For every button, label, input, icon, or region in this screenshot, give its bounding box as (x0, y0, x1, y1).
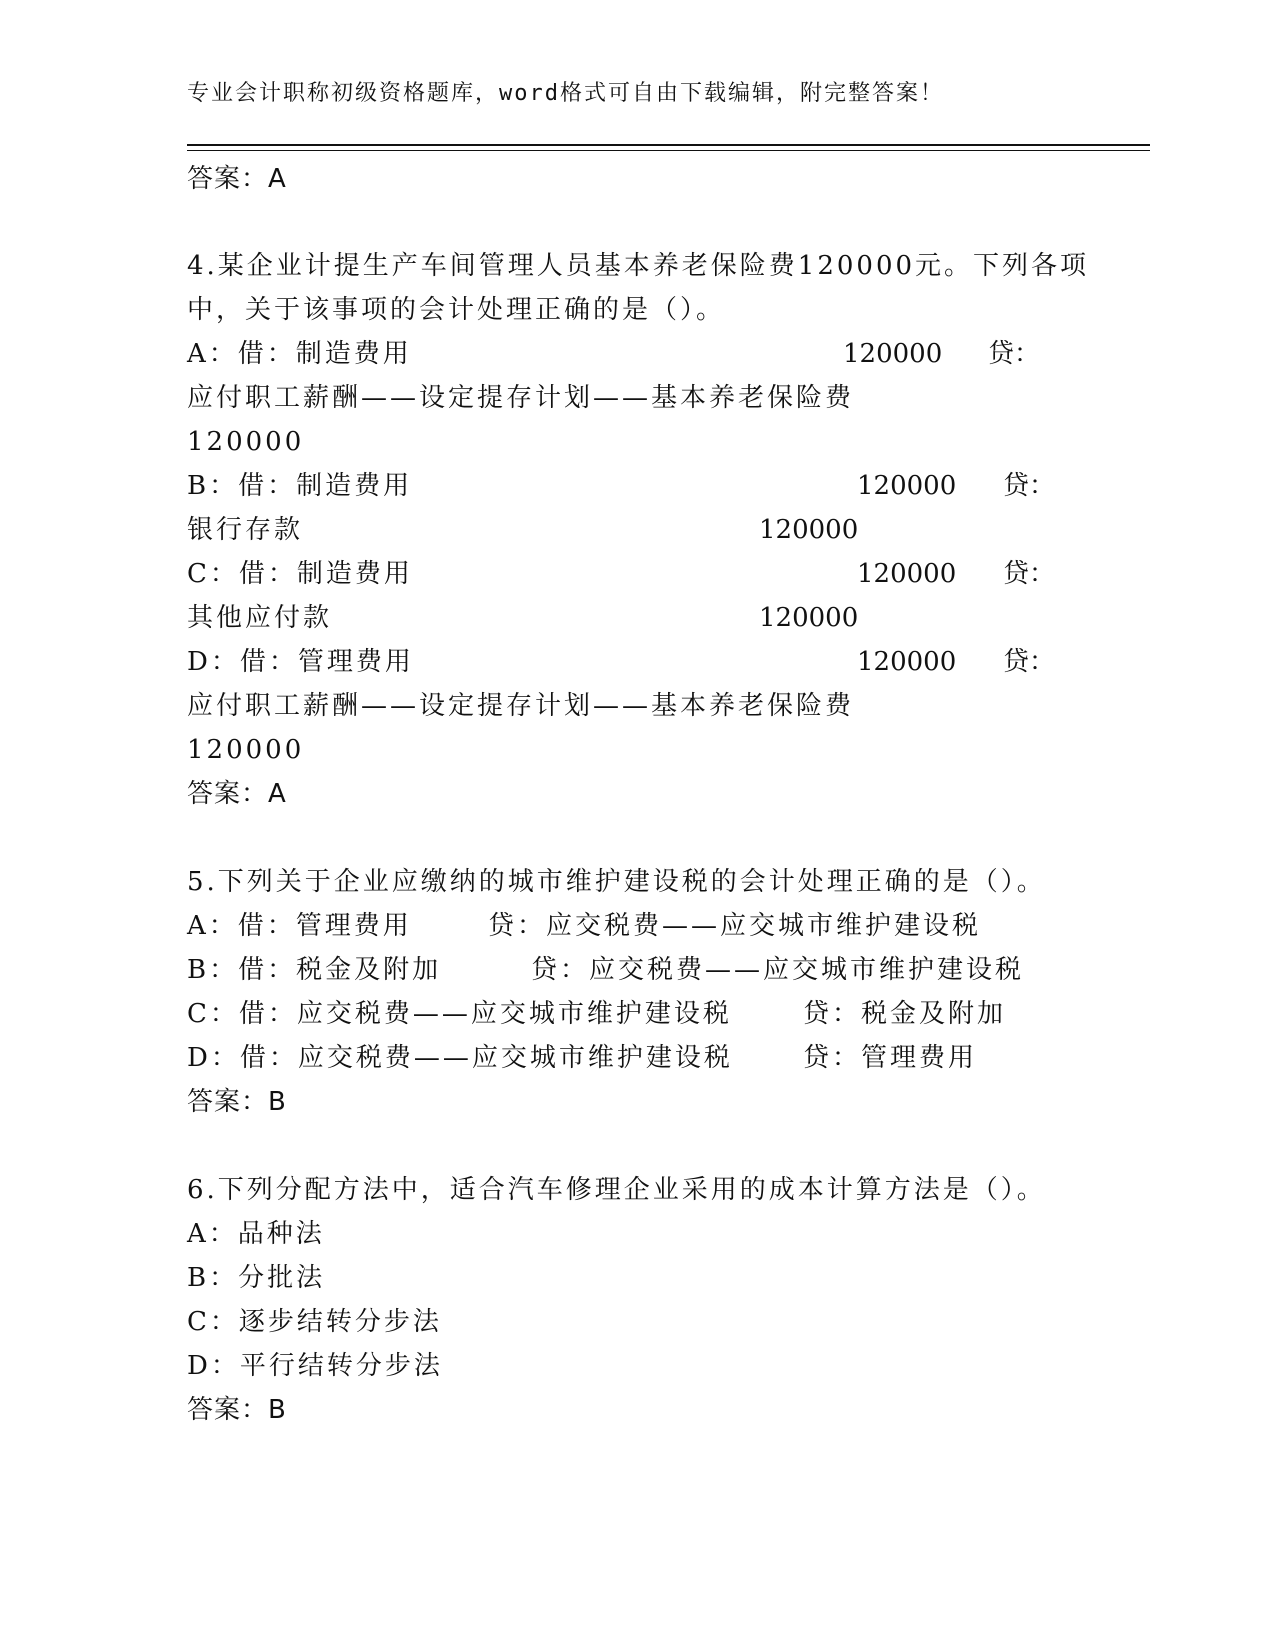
q4-option-a-debit: A：借：制造费用 (187, 339, 412, 369)
q6-option-b: B：分批法 (187, 1263, 326, 1293)
q4-option-b-credit: 贷： (1003, 471, 1056, 501)
answer-q5: 答案：B (187, 1087, 287, 1117)
q5-option-b-credit: 贷：应交税费——应交城市维护建设税 (531, 955, 1025, 985)
q4-option-b-amount: 120000 (857, 471, 957, 501)
q4-option-d-credit-amount: 120000 (187, 735, 305, 765)
q4-option-a-amount: 120000 (843, 339, 943, 369)
q4-option-a-credit: 贷： (988, 339, 1041, 369)
q5-option-b: B：借：税金及附加 (187, 955, 442, 985)
q6-option-a: A：品种法 (187, 1219, 325, 1249)
q4-option-a-credit-account: 应付职工薪酬——设定提存计划——基本养老保险费 (187, 383, 855, 413)
q4-option-b-debit: B：借：制造费用 (187, 471, 413, 501)
q4-stem-line1: 4.某企业计提生产车间管理人员基本养老保险费120000元。下列各项 (187, 251, 1090, 281)
q5-option-d: D：借：应交税费——应交城市维护建设税 (187, 1043, 733, 1073)
q4-stem-line2: 中，关于该事项的会计处理正确的是（）。 (187, 295, 726, 325)
q5-option-d-credit: 贷：管理费用 (803, 1043, 978, 1073)
q4-option-c-credit-account: 其他应付款 (187, 603, 333, 633)
answer-q6: 答案：B (187, 1395, 287, 1425)
header-divider (187, 144, 1150, 146)
q4-option-b-credit-amount: 120000 (759, 515, 859, 545)
q4-option-c-credit: 贷： (1003, 559, 1056, 589)
q5-option-a-credit: 贷：应交税费——应交城市维护建设税 (488, 911, 982, 941)
q4-option-d-credit-account: 应付职工薪酬——设定提存计划——基本养老保险费 (187, 691, 855, 721)
answer-q4: 答案：A (187, 779, 287, 809)
q4-option-a-credit-amount: 120000 (187, 427, 305, 457)
q4-option-c-debit: C：借：制造费用 (187, 559, 413, 589)
q4-option-c-amount: 120000 (857, 559, 957, 589)
q6-option-c: C：逐步结转分步法 (187, 1307, 442, 1337)
header-divider-thin (187, 150, 1150, 151)
q5-option-c: C：借：应交税费——应交城市维护建设税 (187, 999, 732, 1029)
page-header: 专业会计职称初级资格题库，word格式可自由下载编辑，附完整答案！ (187, 81, 944, 106)
q4-option-d-amount: 120000 (857, 647, 957, 677)
q4-option-d-debit: D：借：管理费用 (187, 647, 414, 677)
q4-option-b-credit-account: 银行存款 (187, 515, 304, 545)
q6-stem: 6.下列分配方法中，适合汽车修理企业采用的成本计算方法是（）。 (187, 1175, 1046, 1205)
q6-option-d: D：平行结转分步法 (187, 1351, 443, 1381)
q4-option-c-credit-amount: 120000 (759, 603, 859, 633)
q5-option-a: A：借：管理费用 (187, 911, 412, 941)
q5-option-c-credit: 贷：税金及附加 (803, 999, 1007, 1029)
answer-q3: 答案：A (187, 164, 287, 194)
q5-stem: 5.下列关于企业应缴纳的城市维护建设税的会计处理正确的是（）。 (187, 867, 1046, 897)
q4-option-d-credit: 贷： (1003, 647, 1056, 677)
